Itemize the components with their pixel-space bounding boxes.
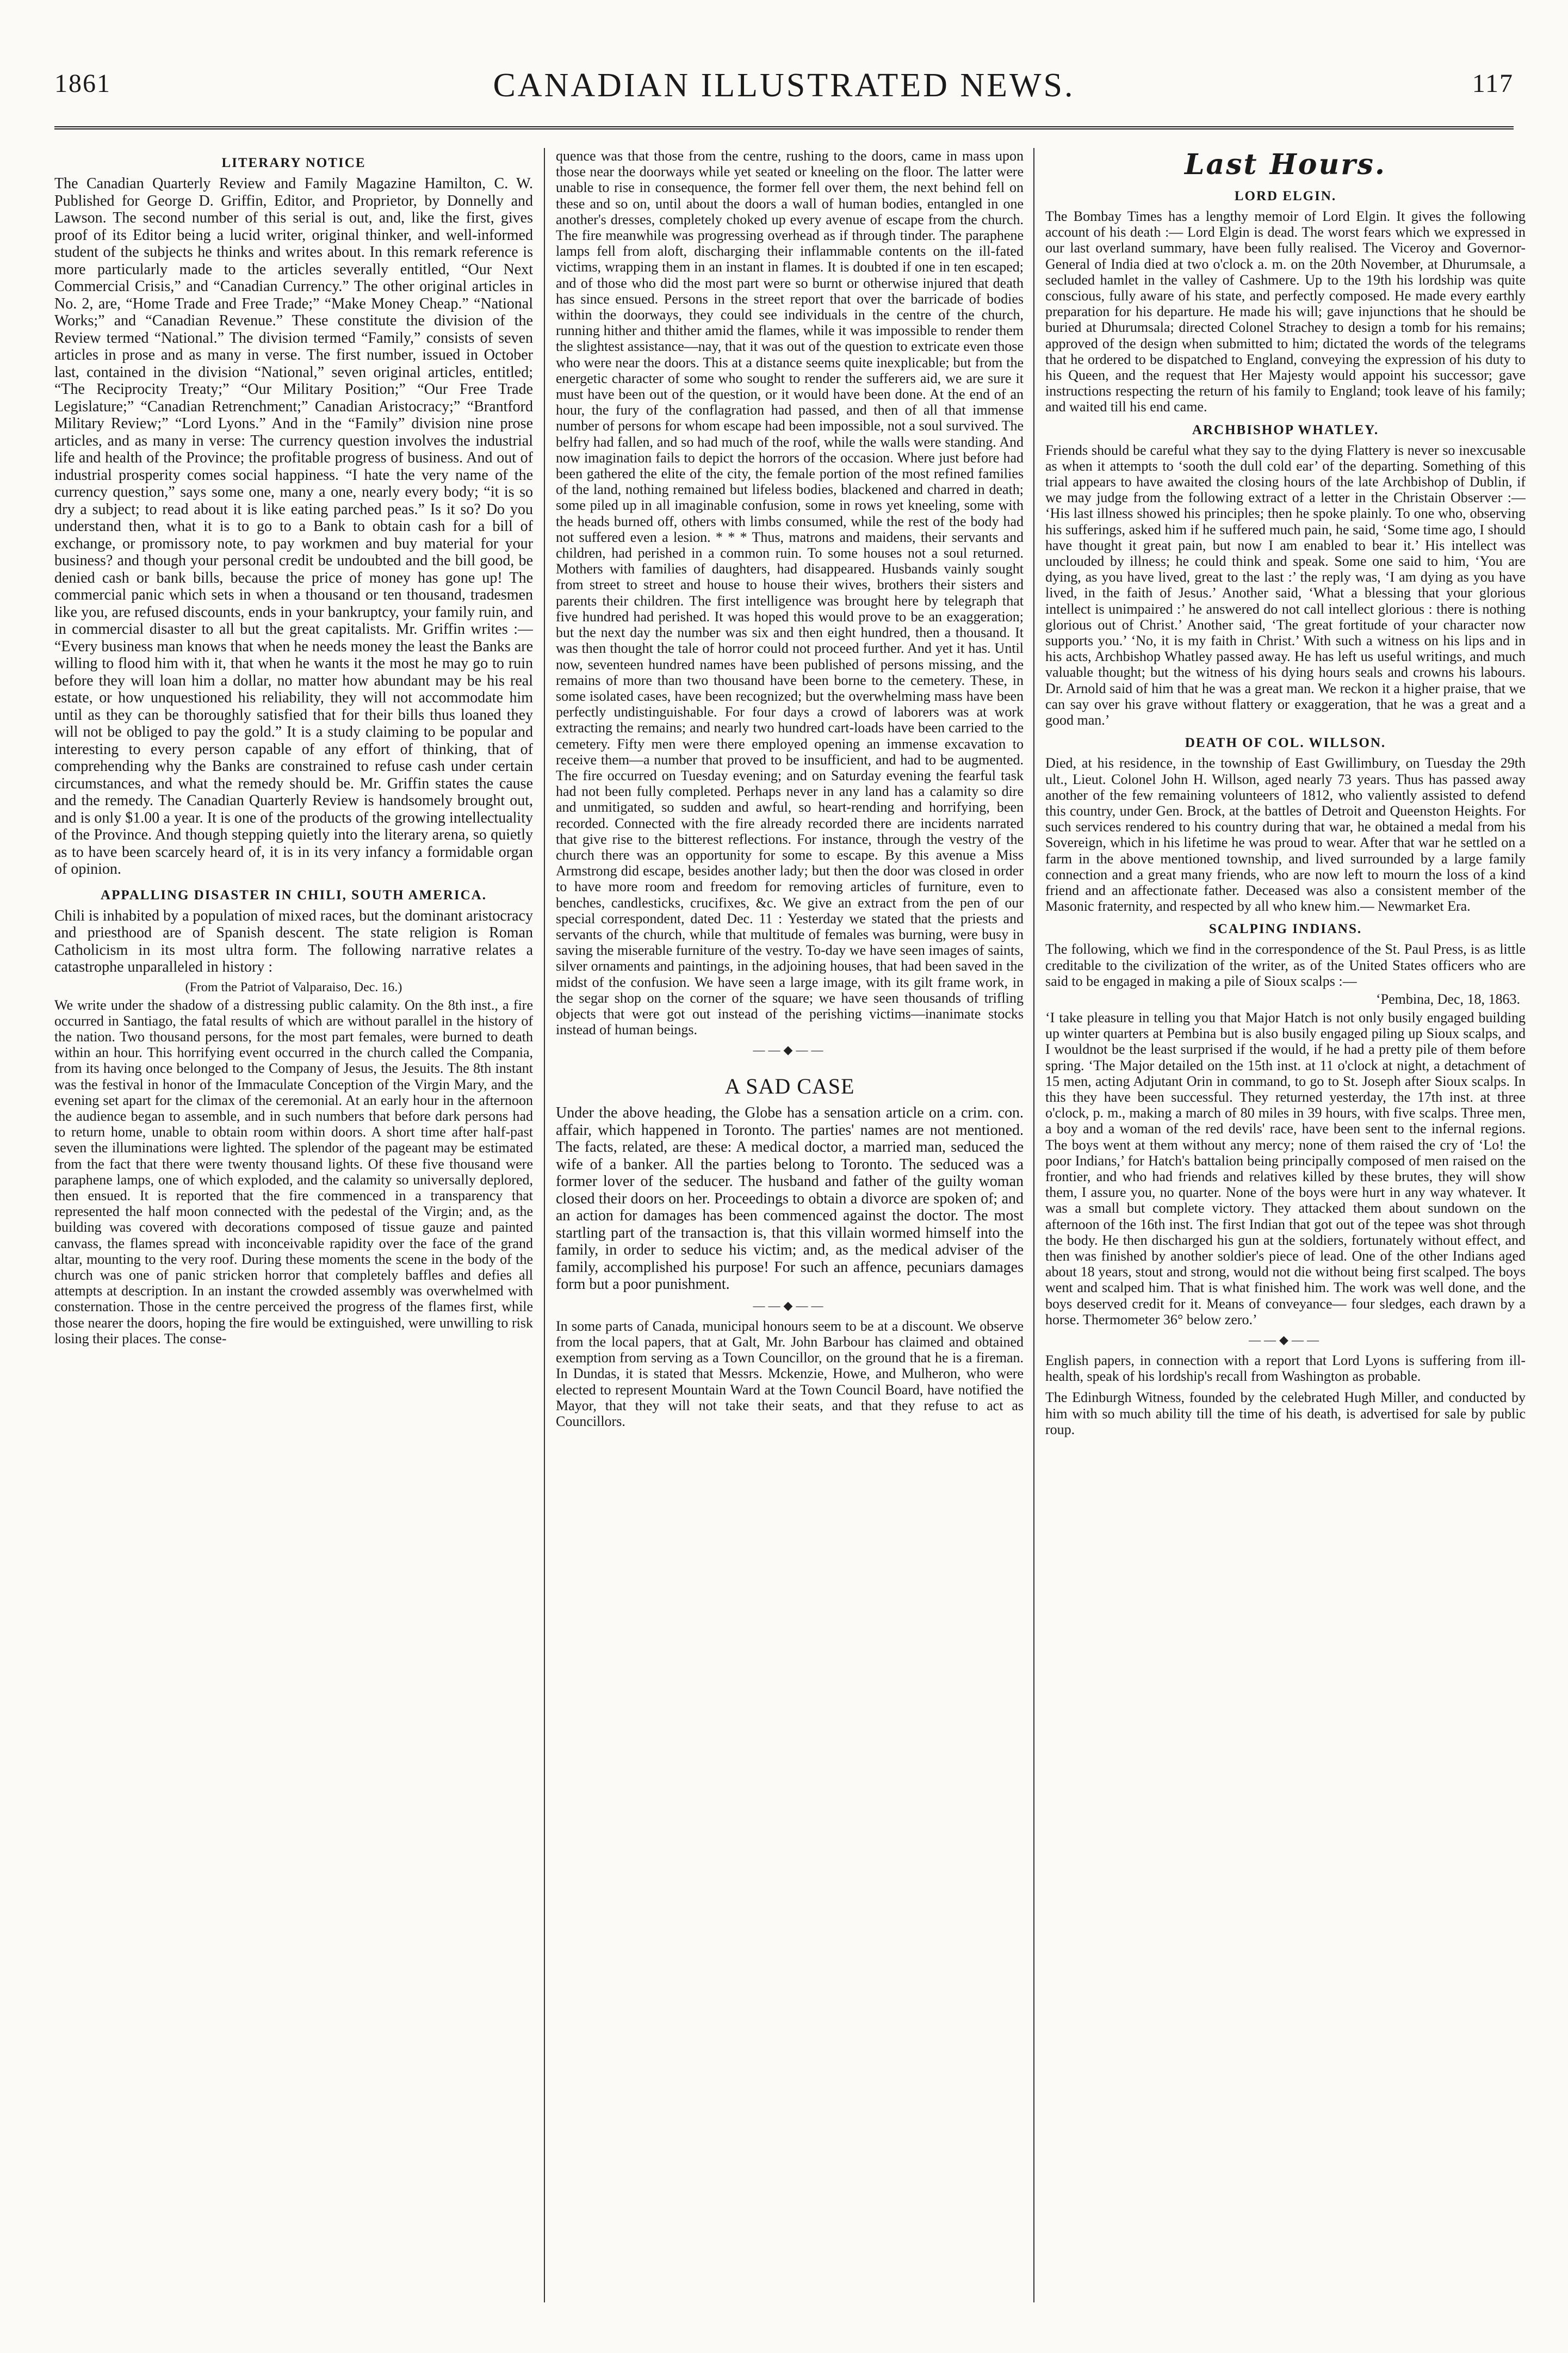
masthead [54,61,1514,129]
article-scalping-intro: The following, which we find in the correspondence of the St. Paul Press, is as little creditable to the civilization of the writer, as of the United States officers who are said to be engaged in making a pile of Sioux scalps :— [1045,941,1526,989]
heading-chili-disaster: APPALLING DISASTER IN CHILI, SOUTH AMERICA. [101,887,487,903]
page-number: 117 [1472,69,1514,98]
article-literary-notice: The Canadian Quarterly Review and Family Magazine Hamilton, C. W. Published for George D. Griffin, Editor, and Proprietor, by Donnelly and Lawson. The second number of this serial is out, and, like the first, gives proof of its Editor being a lucid writer, original thinker, and well-informed student of the subjects he thinks and writes about. In this remark reference is more particularly made to the articles severally entitled, “Our Next Commercial Crisis,” and “Canadian Currency.” The other original articles in No. 2, are, “Home Trade and Free Trade;” “Make Money Cheap.” “National Works;” and “Canadian Revenue.” These constitute the division of the Review termed “National.” The division termed “Family,” consists of seven articles in prose and as many in verse. The first number, issued in October last, contained in the division “National,” seven original articles, entitled; “The Reciprocity Treaty;” “Our Military Position;” “Our Free Trade Legislature;” “Canadian Retrenchment;” Canadian Aristocracy;” “Brantford Military Review;” “Lord Lyons.” And in the “Family” division nine prose articles, and as many in verse: The currency question involves the industrial life and health of the Province; the profitable progress of business. And out of industrial prosperity comes social happiness. “I hate the very name of the currency question,” says some one, many a one, nearly every body; “it is so dry a subject; to read about it is like eating parched peas.” Is it so? Do you understand then, what it is to go to a Bank to obtain cash for a bill of exchange, or promissory note, to pay workmen and buy material for your business? and though your personal credit be undoubted and the bill good, be denied cash or bank bills, because the price of money has gone up! The commercial panic which sets in when a thousand or ten thousand, tradesmen like you, are refused discounts, ends in your bankruptcy, your family ruin, and in commercial disaster to all but the great capitalists. Mr. Griffin writes :— “Every business man knows that when he needs money the least the Banks are willing to flood him with it, that when he wants it the most he may go to ruin before they will loan him a dollar, no matter how abundant may be his real estate, or how unquestioned his reliability, they will not accommodate him until as they can be thoroughly satisfied that for their bills thus loaned they will not be obliged to pay the gold.” It is a study claiming to be popular and interesting to every person capable of any effort of thinking, that of comprehending why the Banks are constrained to refuse cash under certain circumstances, and what the remedy should be. Mr. Griffin states the cause and the remedy. The Canadian Quarterly Review is handsomely brought out, and is only $1.00 a year. It is one of the products of the growing intellectuality of the Province. And though stepping quietly into the literary arena, so quietly as to have been scarcely heard of, it is in its very infancy a formidable organ of opinion. [54,175,533,878]
source-line-chili: (From the Patriot of Valparaiso, Dec. 16.) [185,980,402,995]
heading-scalping-indians: SCALPING INDIANS. [1208,922,1362,937]
dateline-pembina: ‘Pembina, Dec, 18, 1863. [1375,991,1520,1007]
heading-death-col-willson: DEATH OF COL. WILLSON. [1185,736,1386,751]
heading-sad-case: A SAD CASE [724,1074,855,1099]
section-divider: ——◆—— [753,1043,827,1057]
article-chili-intro: Chili is inhabited by a population of mixed races, but the dominant aristocracy and priesthood are of Spanish descent. The state religion is Roman Catholicism in its most ultra form. The following narrative relates a catastrophe unparalleled in history : [54,907,533,975]
article-archbishop-whatley: Friends should be careful what they say to the dying Flattery is never so inexcusable as when it attempts to ‘sooth the dull cold ear’ of the departing. Something of this trial appears to have awaited the closing hours of the late Archbishop of Dublin, if we may judge from the following extract of a letter in the Christain Observer :— ‘His last illness showed his principles; then he spoke plainly. To one who, observing his sufferings, asked him if he suffered much pain, he said, ‘Some time ago, I should have thought it great pain, but now I am enabled to bear it.’ His intellect was unclouded by illness; he could think and speak. Some one said to him, ‘You are dying, as you have lived, great to the last :’ the reply was, ‘I am dying as you have lived, in the faith of Jesus.’ Another said, ‘What a blessing that your glorious intellect is unimpaired :’ he answered do not call intellect glorious : there is nothing glorious out of Christ.’ Another said, ‘The great fortitude of your character now supports you.’ ‘No, it is my faith in Christ.’ With such a witness on his lips and in his acts, Archbishop Whatley passed away. He has left us useful writings, and much valuable thought; but the witness of his dying hours seals and crowns his labours. Dr. Arnold said of him that he was a great man. We reckon it a higher praise, that we can say over his grave without flattery or exaggeration, that he was a great and a good man.’ [1045,442,1526,728]
heading-literary-notice: LITERARY NOTICE [221,156,366,170]
heading-lord-elgin: LORD ELGIN. [1234,189,1337,203]
section-divider: ——◆—— [753,1298,827,1312]
article-scalping-letter: ‘I take pleasure in telling you that Major Hatch is not only busily engaged building up winter quarters at Pembina but is also busily engaged piling up Sioux scalps, and I wouldnot be the least surprised if the would, if he had a pretty pile of them before spring. ‘The Major detailed on the 15th inst. at 11 o'clock at night, a detachment of 15 men, acting Adjutant Orin in command, to go to St. Joseph after Sioux scalps. In this they have been successful. They returned yesterday, the 17th inst. at three o'clock, p. m., making a march of 80 miles in 39 hours, with five scalps. Three men, a boy and a woman of the red devils' race, have been sent to the infernal regions. The boys went at them without any mercy; none of them raised the cry of ‘Lo! the poor Indians,’ for Hatch's battalion being principally composed of men raised on the frontier, and who had friends and relatives killed by these brutes, they will show them, I assure you, no quarter. None of the boys were hurt in any way whatever. It was a small but complete victory. They attacked them about sundown on the afternoon of the 16th inst. The first Indian that got out of the tepee was shot through the body. He then discharged his gun at the soldiers, fortunately without effect, and then was finished by another soldier's piece of lead. One of the other Indians aged about 18 years, stout and strong, would not die without being first scalped. The boys went and scalped him. That is what finished him. The work was well done, and the boys deserved credit for it. Means of conveyance— four sledges, each drawn by a horse. Thermometer 36° below zero.’ [1045,1009,1526,1327]
article-lord-elgin: The Bombay Times has a lengthy memoir of Lord Elgin. It gives the following account of his death :— Lord Elgin is dead. The worst fears which we expressed in our last overland summary, have been fully realised. The Viceroy and Governor-General of India died at two o'clock a. m. on the 20th November, at Dhurumsale, a secluded hamlet in the valley of Cashmere. Up to the 19th his lordship was quite conscious, fully aware of his state, and perfectly composed. He made every earthly preparation for his departure. He made his will; gave injunctions that he should be buried at Dhurumsala; directed Colonel Strachey to design a tomb for his remains; approved of the design when submitted to him; dictated the words of the telegrams that he ordered to be dispatched to England, conveying the expression of his duty to his Queen, and the request that Her Majesty would appoint his successor; gave instructions respecting the return of his family to England; took leave of his family; and waited till his end came. [1045,208,1526,415]
section-divider: ——◆—— [1249,1333,1322,1347]
column-middle [544,148,1024,2302]
article-edinburgh-witness: The Edinburgh Witness, founded by the celebrated Hugh Miller, and conducted by him with so much ability till the time of his death, is advertised for sale by public roup. [1045,1389,1526,1437]
article-municipal-honours: In some parts of Canada, municipal honours seem to be at a discount. We observe from the local papers, that at Galt, Mr. John Barbour has claimed and obtained exemption from serving as a Town Councillor, on the ground that he is a fireman. In Dundas, it is stated that Messrs. Mckenzie, Howe, and Mulheron, who were elected to represent Mountain Ward at the Town Council Board, have notified the Mayor, that they will not take their seats, and that they refuse to act as Councillors. [556,1318,1024,1430]
heading-last-hours: Last Hours. [1184,148,1387,181]
article-chili-body: We write under the shadow of a distressing public calamity. On the 8th inst., a fire occurred in Santiago, the fatal results of which are without parallel in the history of the nation. Two thousand persons, for the most part females, were burned to death within an hour. This horrifying event occurred in the church called the Compania, from its having once belonged to the Company of Jesus, the Jesuits. The 8th instant was the festival in honor of the Immaculate Conception of the Virgin Mary, and the evening set apart for the climax of the ceremonial. At an early hour in the afternoon the audience began to assemble, and in such numbers that before dark persons had to return home, unable to obtain room within doors. A short time after half-past seven the illuminations were lighted. The splendor of the pageant may be estimated from the fact that there were twenty thousand lights. Of these five thousand were paraphene lamps, one of which exploded, and the calamity so universally deplored, then ensued. It is reported that the fire commenced in a transparency that represented the half moon connected with the pedestal of the Virgin; and, as the building was covered with decorations composed of tissue gauze and painted canvass, the flames spread with inconceivable rapidity over the face of the grand altar, mounting to the very roof. During these moments the scene in the body of the church was one of panic stricken horror that completely baffles and defies all attempts at description. In an instant the crowded assembly was overwhelmed with consternation. Those in the centre perceived the progress of the flames first, while those nearer the doors, hoping the fire would be extinguished, were unwilling to risk losing their places. The conse- [54,997,533,1347]
column-right [1033,148,1526,2302]
article-col-willson: Died, at his residence, in the township of East Gwillimbury, on Tuesday the 29th ult., Lieut. Colonel John H. Willson, aged nearly 73 years. Thus has passed away another of the few remaining volunteers of 1812, who valiently assisted to defend this country, under Gen. Brock, at the battles of Detroit and Queenston Heights. For such services rendered to his country during that war, he obtained a medal from his Sovereign, which in his lifetime he was proud to wear. After that war he settled on a farm in the above mentioned township, and lived surrounded by a large family connection and a great many friends, who are now left to mourn the loss of a kind friend and an affectionate father. Deceased was also a consistent member of the Masonic fraternity, and respected by all who knew him.— Newmarket Era. [1045,755,1526,915]
newspaper-title: CANADIAN ILLUSTRATED NEWS. [493,67,1075,104]
article-lord-lyons: English papers, in connection with a report that Lord Lyons is suffering from ill-health, speak of his lordship's recall from Washington as probable. [1045,1352,1526,1385]
article-chili-continued: quence was that those from the centre, rushing to the doors, came in mass upon those near the doorways while yet seated or kneeling on the floor. The latter were unable to rise in consequence, the former fell over them, the next behind fell on these and so on, until about the doors a wall of human bodies, entangled in one another's dresses, completely choked up every avenue of escape from the church. The fire meanwhile was progressing overhead as if through tinder. The paraphene lamps fell from aloft, discharging their inflammable contents on the ill-fated victims, wrapping them in an instant in flames. It is doubted if one in ten escaped; and of those who did the most part were so burnt or otherwise injured that death has since ensued. Persons in the street report that over the barricade of bodies within the doorways, they could see individuals in the centre of the church, running hither and thither amid the flames, while it was impossible to render them the slightest assistance—nay, that it was out of the question to extricate even those who were near the doors. This at a distance seems quite inexplicable; but from the energetic character of some who sought to render the sufferers aid, we are sure it must have been out of the question, or it would have been done. At the end of an hour, the fury of the conflagration had passed, and then of all that immense number of persons for whom escape had been impossible, not a soul survived. The belfry had fallen, and so had much of the roof, while the walls were standing. And now imagination fails to depict the horrors of the occasion. Where just before had been gathered the elite of the city, the female portion of the most refined families of the land, nothing remained but lifeless bodies, blackened and charred in death; some piled up in all imaginable confusion, some in rows yet kneeling, some with the heads burned off, others with limbs consumed, while the rest of the body had not suffered even a lesion. * * * Thus, matrons and maidens, their servants and children, had perished in a common ruin. To some houses not a soul returned. Mothers with families of daughters, had disappeared. Husbands vainly sought from street to street and house to house their wives, brothers their sisters and parents their children. The first intelligence was brought here by telegraph that five hundred had perished. It was hoped this would prove to be an exaggeration; but the next day the number was six and then eight hundred, then a thousand. It was then thought the tale of horror could not proceed further. And yet it has. Until now, seventeen hundred names have been published of persons missing, and the remains of more than two thousand have been borne to the cemetery. These, in some isolated cases, have been recognized; but the overwhelming mass have been perfectly undistinguishable. For four days a crowd of laborers was at work extracting the remains; and nearly two hundred cart-loads have been carried to the cemetery. Fifty men were there employed opening an immense excavation to receive them—a number that proved to be insufficient, and had to be augmented. The fire occurred on Tuesday evening; and on Saturday evening the fearful task had not been fully completed. Perhaps never in any land has a calamity so dire and unmitigated, so sudden and awful, so heart-rending and horrifying, been recorded. Connected with the fire already recorded there are incidents narrated that give rise to the bitterest reflections. For instance, through the vestry of the church there was an opportunity for some to escape. By this avenue a Miss Armstrong did escape, besides another lady; but then the door was closed in order to have more room and freedom for removing articles of furniture, even to benches, candlesticks, crucifixes, &c. We give an extract from the pen of our special correspondent, dated Dec. 11 : Yesterday we stated that the priests and servants of the church, while that multitude of females was burning, were busy in saving the miserable furniture of the vestry. To-day we have seen images of saints, silver ornaments and paintings, in the adjoining houses, that had been saved in the midst of the confusion. We have seen a large image, with its gilt frame work, in the segar shop on the corner of the square; we have seen thousands of trifling objects that were got out instead of the perishing victims—inanimate stocks instead of human beings. [556,148,1024,1038]
page-year: 1861 [54,69,111,98]
column-left [54,148,533,2302]
heading-archbishop-whatley: ARCHBISHOP WHATLEY. [1192,422,1379,437]
article-sad-case: Under the above heading, the Globe has a sensation article on a crim. con. affair, which happened in Toronto. The parties' names are not mentioned. The facts, related, are these: A medical doctor, a married man, seduced the wife of a banker. All the parties belong to Toronto. The seduced was a former lover of the seducer. The husband and father of the guilty woman closed their doors on her. Proceedings to obtain a divorce are spoken of; and an action for damages has been commenced against the doctor. The most startling part of the transaction is, that this villain wormed himself into the family, in order to seduce his victim; and, as the medical adviser of the family, accomplished his purpose! For such an affence, pecuniars damages form but a poor punishment. [556,1104,1024,1293]
